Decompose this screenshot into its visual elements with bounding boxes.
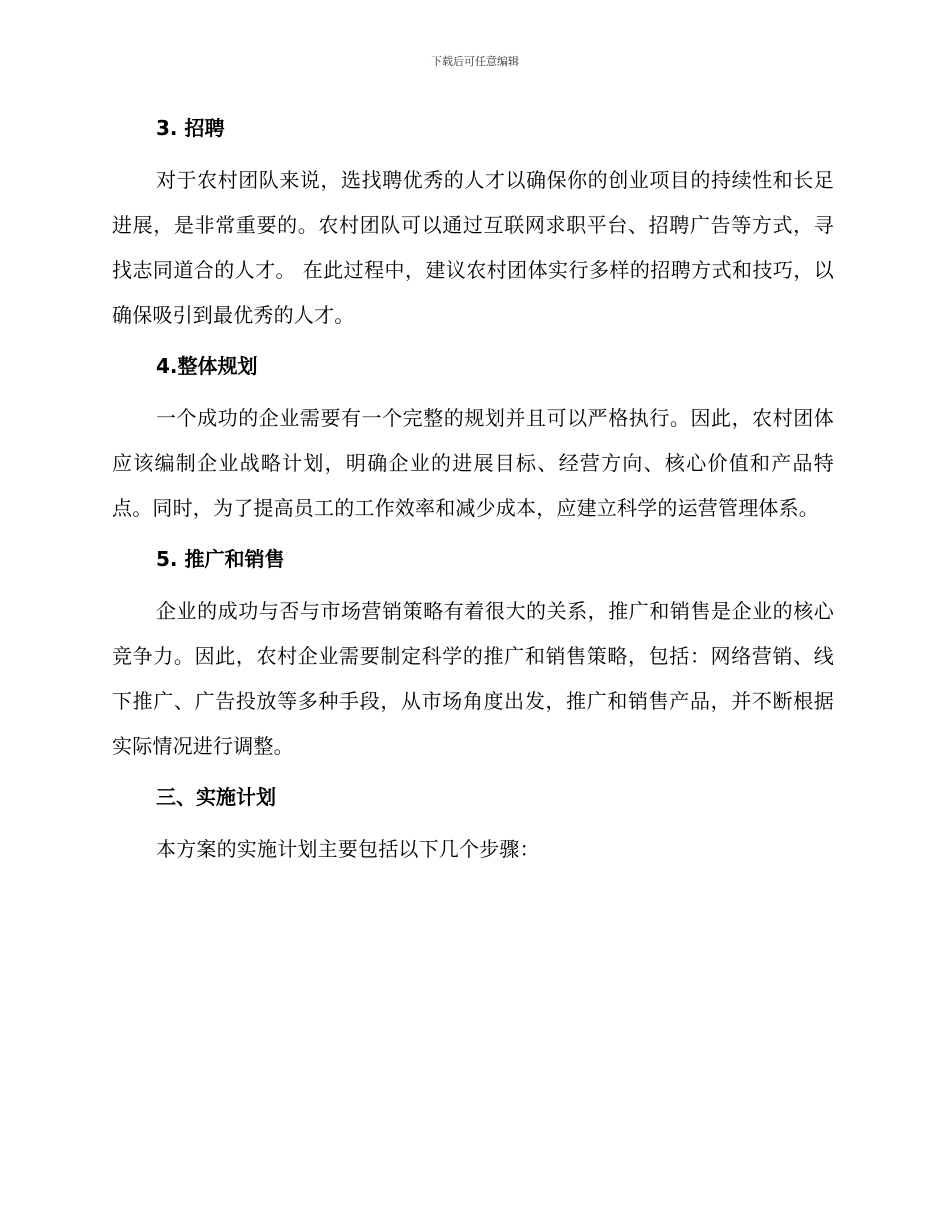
document-body	[112, 110, 834, 872]
section-heading: 5. 推广和销售	[156, 547, 285, 571]
section-paragraph: 企业的成功与否与市场营销策略有着很大的关系，推广和销售是企业的核心竞争力。因此，农村企业需要制定科学的推广和销售策略，包括：网络营销、线下推广、广告投放等多种手段，从市场角度出发，推广和销售产品，并不断根据实际情况进行调整。	[112, 599, 834, 758]
section-recruitment	[112, 110, 834, 338]
section-heading: 三、实施计划	[156, 785, 276, 809]
section-implementation-plan	[112, 779, 834, 872]
section-promotion-sales	[112, 541, 834, 769]
section-paragraph: 一个成功的企业需要有一个完整的规划并且可以严格执行。因此，农村团体应该编制企业战略计划，明确企业的进展目标、经营方向、核心价值和产品特点。同时，为了提高员工的工作效率和减少成本，应建立科学的运营管理体系。	[112, 406, 834, 520]
page-header-note: 下载后可任意编辑	[431, 55, 519, 68]
section-paragraph: 对于农村团队来说，选找聘优秀的人才以确保你的创业项目的持续性和长足进展，是非常重要的。农村团队可以通过互联网求职平台、招聘广告等方式，寻找志同道合的人才。 在此过程中，建议农村团体实行多样的招聘方式和技巧，以确保吸引到最优秀的人才。	[112, 168, 834, 327]
section-overall-planning	[112, 348, 834, 531]
section-heading: 4.整体规划	[156, 354, 258, 378]
section-heading: 3. 招聘	[156, 116, 225, 140]
section-paragraph: 本方案的实施计划主要包括以下几个步骤：	[156, 837, 540, 861]
